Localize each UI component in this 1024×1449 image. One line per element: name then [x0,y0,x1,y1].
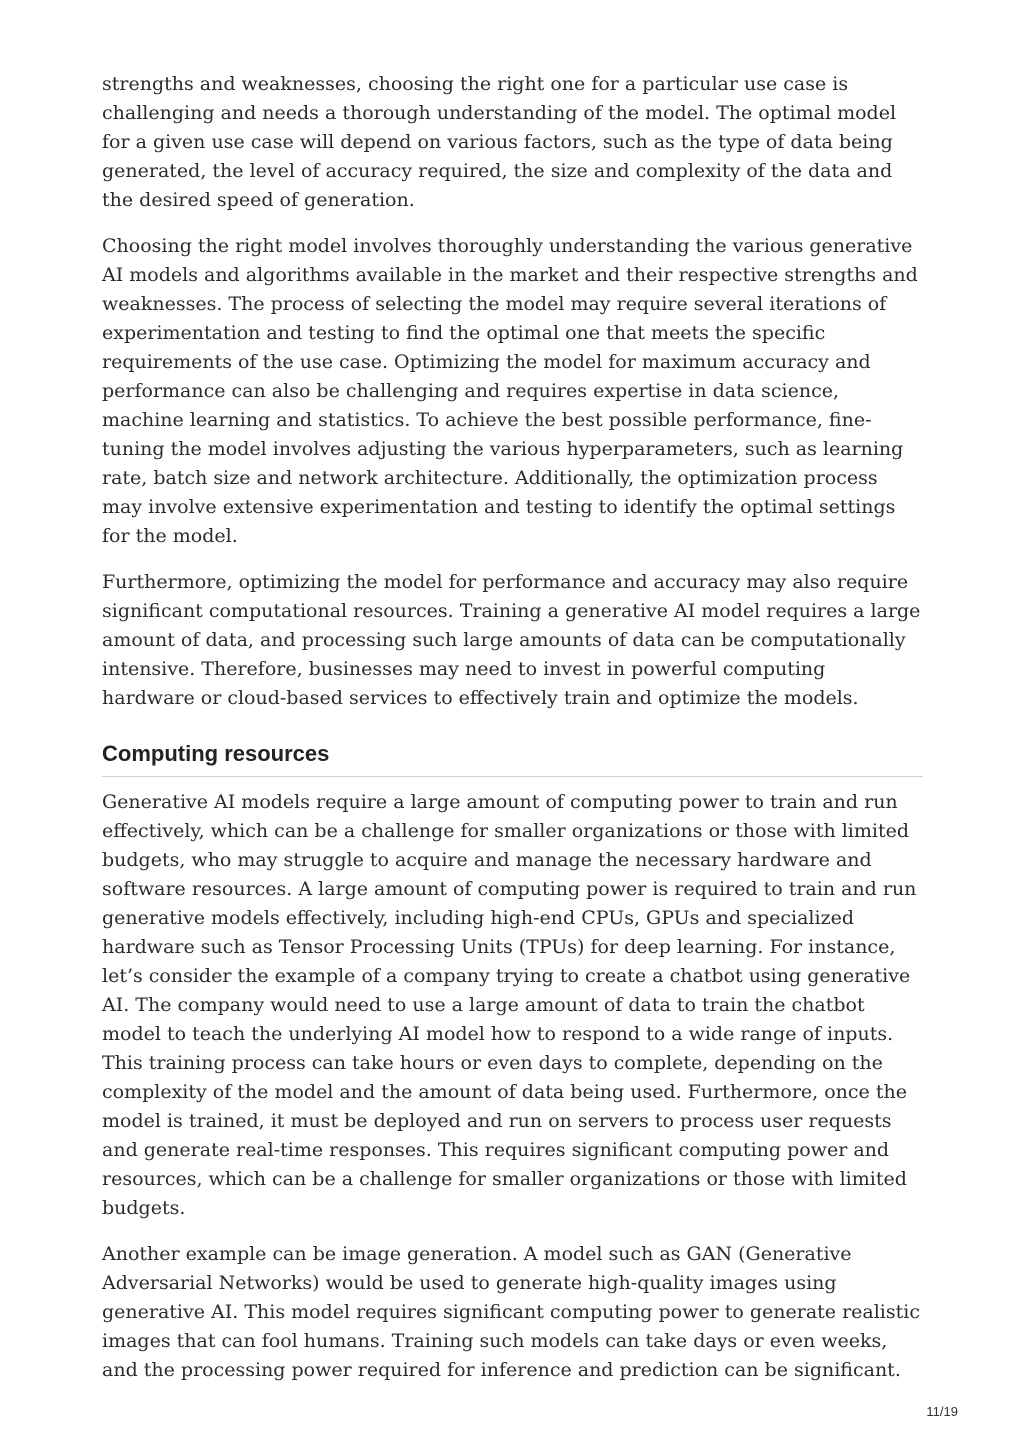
paragraph: Furthermore, optimizing the model for performance and accuracy may also require significant computational resources. Training a generative AI model requires a large amount of data, and processing such large amounts of data can be computationally intensive. Therefore, businesses may need to invest in powerful computing hardware or cloud-based services to effectively train and optimize the models. [102,571,921,709]
document-body [102,70,923,1402]
section-heading-computing-resources: Computing resources [102,740,923,777]
paragraph: Generative AI models require a large amount of computing power to train and run effectively, which can be a challenge for smaller organizations or those with limited budgets, who may struggle to acquire and manage the necessary hardware and software resources. A large amount of computing power is required to train and run generative models effectively, including high-end CPUs, GPUs and specialized hardware such as Tensor Processing Units (TPUs) for deep learning. For instance, let’s consider the example of a company trying to create a chatbot using generative AI. The company would need to use a large amount of data to train the chatbot model to teach the underlying AI model how to respond to a wide range of inputs. This training process can take hours or even days to complete, depending on the complexity of the model and the amount of data being used. Furthermore, once the model is trained, it must be deployed and run on servers to process user requests and generate real-time responses. This requires significant computing power and resources, which can be a challenge for smaller organizations or those with limited budgets. [102,791,917,1219]
page-number: 11/19 [926,1404,958,1419]
paragraph: Choosing the right model involves thoroughly understanding the various generative AI models and algorithms available in the market and their respective strengths and weaknesses. The process of selecting the model may require several iterations of experimentation and testing to find the optimal one that meets the specific requirements of the use case. Optimizing the model for maximum accuracy and performance can also be challenging and requires expertise in data science, machine learning and statistics. To achieve the best possible performance, fine-tuning the model involves adjusting the various hyperparameters, such as learning rate, batch size and network architecture. Additionally, the optimization process may involve extensive experimentation and testing to identify the optimal settings for the model. [102,235,918,547]
paragraph: Another example can be image generation. A model such as GAN (Generative Adversarial Networks) would be used to generate high-quality images using generative AI. This model requires significant computing power to generate realistic images that can fool humans. Training such models can take days or even weeks, and the processing power required for inference and prediction can be significant. [102,1243,920,1381]
paragraph: strengths and weaknesses, choosing the right one for a particular use case is challenging and needs a thorough understanding of the model. The optimal model for a given use case will depend on various factors, such as the type of data being generated, the level of accuracy required, the size and complexity of the data and the desired speed of generation. [102,73,897,211]
